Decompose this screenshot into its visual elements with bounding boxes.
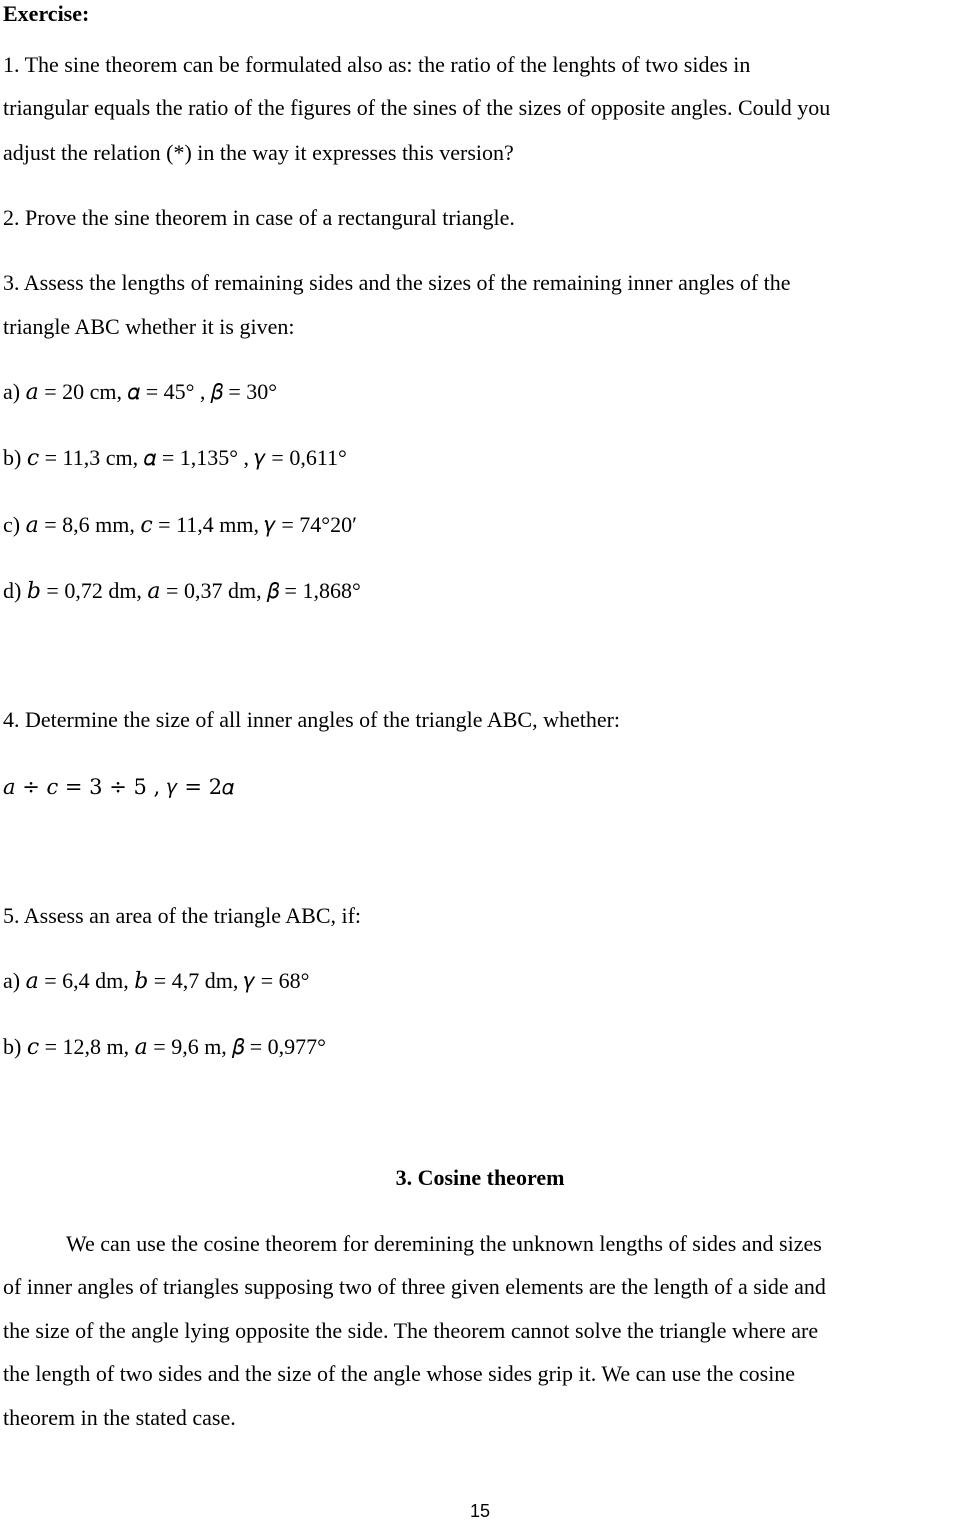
- exercise-1-line-2: triangular equals the ratio of the figures of the sines of the sizes of opposite angles. Could you: [3, 95, 831, 120]
- exercise-1-line-1: 1. The sine theorem can be formulated also as: the ratio of the lenghts of two sides in: [3, 52, 751, 77]
- exercise-3-item-a: a) 𝑎 = 20 cm, 𝛼 = 45° , 𝛽 = 30°: [3, 379, 278, 404]
- exercise-3-line-1: 3. Assess the lengths of remaining sides and the sizes of the remaining inner angles of the: [3, 270, 791, 295]
- paragraph-line-1: We can use the cosine theorem for deremining the unknown lengths of sides and sizes: [66, 1231, 822, 1256]
- exercise-5-item-a: a) 𝑎 = 6,4 dm, 𝑏 = 4,7 dm, 𝛾 = 68°: [3, 968, 310, 993]
- paragraph-line-5: theorem in the stated case.: [3, 1405, 236, 1430]
- exercise-4-formula: 𝑎 ÷ 𝑐 = 3 ÷ 5 , 𝛾 = 2𝛼: [3, 775, 235, 799]
- exercise-5-line-1: 5. Assess an area of the triangle ABC, if:: [3, 903, 362, 928]
- exercise-2-line-1: 2. Prove the sine theorem in case of a rectangural triangle.: [3, 205, 515, 230]
- paragraph-line-3: the size of the angle lying opposite the side. The theorem cannot solve the triangle where are: [3, 1318, 819, 1343]
- paragraph-line-4: the length of two sides and the size of the angle whose sides grip it. We can use the cosine: [3, 1361, 796, 1386]
- exercise-4-line-1: 4. Determine the size of all inner angles of the triangle ABC, whether:: [3, 707, 621, 732]
- exercise-3-item-b: b) 𝑐 = 11,3 cm, 𝛼 = 1,135° , 𝛾 = 0,611°: [3, 445, 347, 470]
- exercise-5-item-b: b) 𝑐 = 12,8 m, 𝑎 = 9,6 m, 𝛽 = 0,977°: [3, 1034, 326, 1059]
- paragraph-line-2: of inner angles of triangles supposing two of three given elements are the length of a side and: [3, 1274, 826, 1299]
- exercise-3-item-d: d) 𝑏 = 0,72 dm, 𝑎 = 0,37 dm, 𝛽 = 1,868°: [3, 578, 361, 603]
- exercise-3-line-2: triangle ABC whether it is given:: [3, 314, 295, 339]
- exercise-1-line-3: adjust the relation (*) in the way it expresses this version?: [3, 140, 514, 165]
- exercise-3-item-c: c) 𝑎 = 8,6 mm, 𝑐 = 11,4 mm, 𝛾 = 74°20′: [3, 512, 357, 537]
- page-number: 15: [469, 1501, 491, 1521]
- section-title: 3. Cosine theorem: [395, 1165, 565, 1190]
- exercise-heading: Exercise:: [3, 1, 90, 26]
